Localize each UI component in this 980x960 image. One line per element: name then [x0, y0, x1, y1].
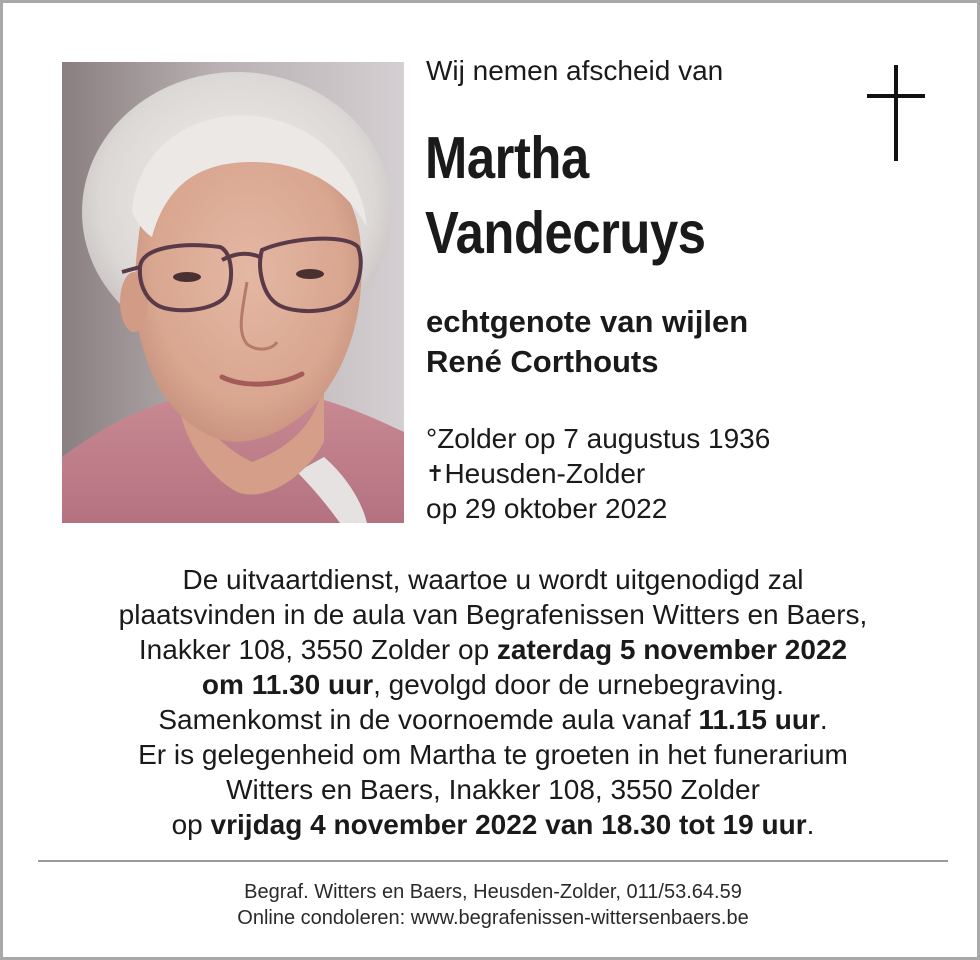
ceremony-line — [39, 702, 947, 737]
ceremony-line — [39, 807, 947, 842]
visitation-time: vrijdag 4 november 2022 van 18.30 tot 19 uur — [210, 809, 807, 840]
spouse-name: René Corthouts — [426, 344, 659, 379]
ceremony-line — [39, 667, 947, 702]
last-name: Vandecruys — [425, 200, 706, 266]
ceremony-burial-note: , gevolgd door de urnebegraving. — [373, 669, 785, 700]
divider — [38, 860, 948, 862]
ceremony-line: plaatsvinden in de aula van Begrafenissen Witters en Baers, — [118, 599, 868, 630]
spouse-info — [426, 302, 748, 382]
cross-icon — [867, 65, 925, 161]
ceremony-date: zaterdag 5 november 2022 — [496, 634, 848, 665]
ceremony-time: om 11.30 uur — [201, 669, 374, 700]
punctuation: . — [819, 704, 828, 735]
ceremony-line: Witters en Baers, Inakker 108, 3550 Zolder — [226, 774, 760, 805]
first-name: Martha — [425, 125, 589, 191]
portrait-photo — [62, 62, 404, 523]
death-date-line: op 29 oktober 2022 — [426, 493, 668, 524]
ceremony-line: De uitvaartdienst, waartoe u wordt uitgenodigd zal — [182, 564, 804, 595]
ceremony-line — [39, 632, 947, 667]
death-place: Heusden-Zolder — [444, 458, 646, 489]
birth-line: °Zolder op 7 augustus 1936 — [426, 423, 771, 454]
deceased-name — [425, 121, 706, 271]
spouse-relation: echtgenote van wijlen — [426, 304, 749, 339]
ceremony-line: Er is gelegenheid om Martha te groeten in het funerarium — [138, 739, 848, 770]
intro-text: Wij nemen afscheid van — [426, 55, 724, 86]
ceremony-text — [39, 562, 947, 842]
death-place-line — [426, 456, 770, 491]
ceremony-address: Inakker 108, 3550 Zolder op — [138, 634, 497, 665]
punctuation: . — [806, 809, 815, 840]
visitation-prefix: op — [171, 809, 211, 840]
life-dates — [426, 421, 770, 526]
gathering-time: 11.15 uur — [698, 704, 820, 735]
funeral-home-contact: Begraf. Witters en Baers, Heusden-Zolder, 011/53.64.59 — [244, 881, 742, 903]
footer — [39, 879, 947, 931]
online-condolences-link[interactable]: Online condoleren: www.begrafenissen-wittersenbaers.be — [237, 907, 749, 929]
death-cross-icon: ✝ — [426, 461, 445, 486]
gathering-text: Samenkomst in de voornoemde aula vanaf — [158, 704, 699, 735]
